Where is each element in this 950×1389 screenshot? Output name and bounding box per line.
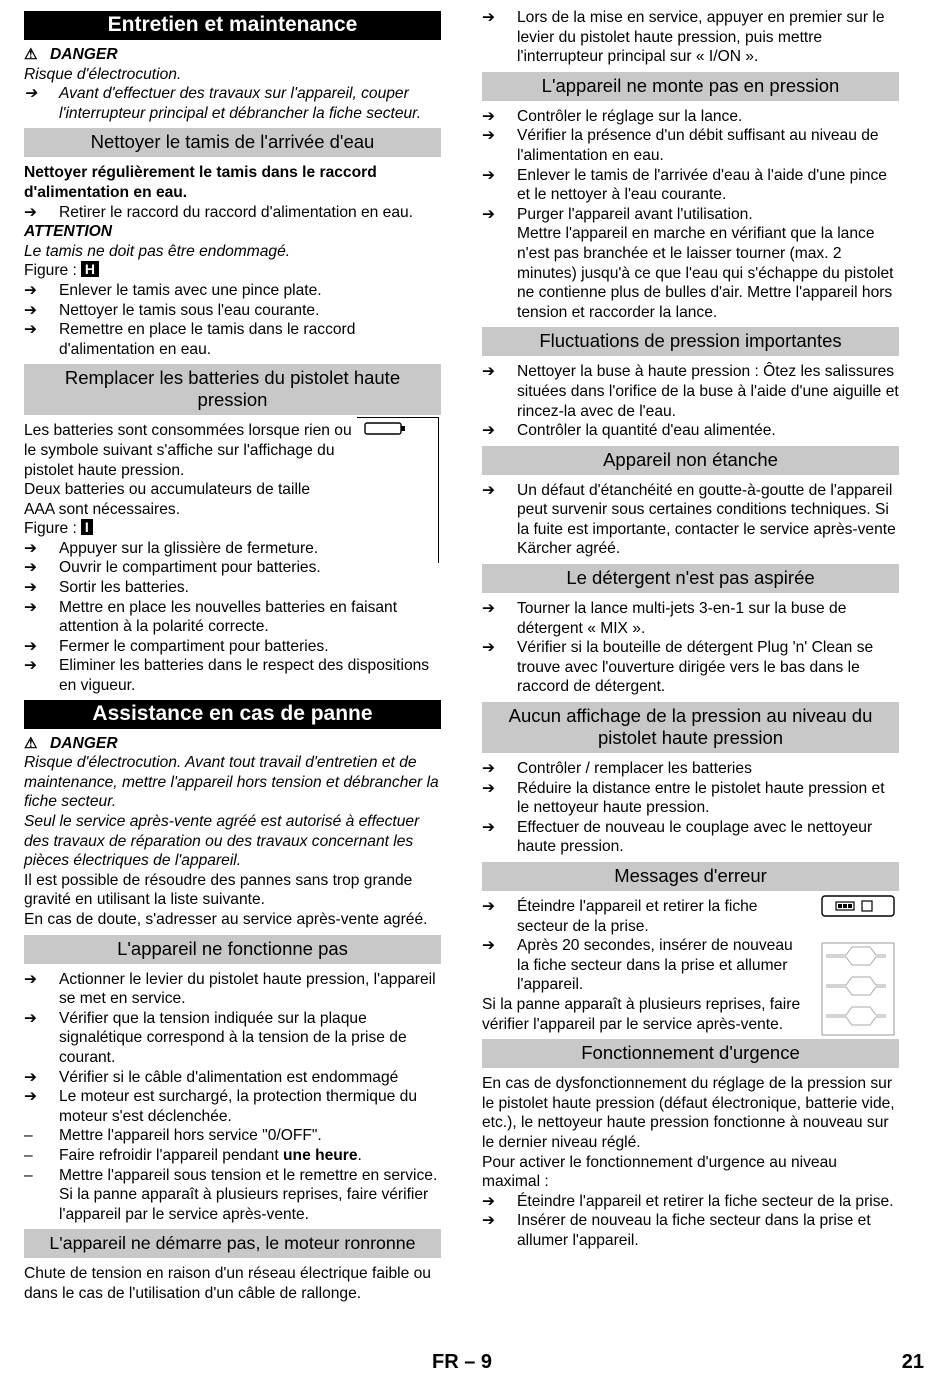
section-footer: FR – 9 bbox=[432, 1351, 493, 1373]
arrow-right-icon: ➔ bbox=[24, 85, 38, 103]
error-section bbox=[482, 897, 899, 1034]
list-item: ➔ Contrôler / remplacer les batteries bbox=[482, 760, 752, 778]
emergency-steps bbox=[482, 1192, 899, 1251]
list-item: ➔ Contrôler le réglage sur la lance. bbox=[482, 107, 743, 125]
danger-text: Risque d'électrocution. Avant tout travail d'entretien et de maintenance, mettre l'appareil hors tension et débrancher la fiche secteur. bbox=[24, 754, 439, 811]
arrow-right-icon: ➔ bbox=[24, 579, 38, 597]
arrow-right-icon: ➔ bbox=[24, 1009, 38, 1027]
battery-heading: Remplacer les batteries du pistolet haute pression bbox=[24, 364, 441, 415]
list-item: ➔ Remettre en place le tamis dans le raccord d'alimentation en eau. bbox=[24, 321, 356, 358]
list-item: ➔ Retirer le raccord du raccord d'alimentation en eau. bbox=[24, 203, 414, 221]
arrow-right-icon: ➔ bbox=[482, 363, 496, 381]
attention-label: ATTENTION bbox=[24, 223, 113, 241]
list-item: ➔ Après 20 secondes, insérer de nouveau la fiche secteur dans la prise et allumer l'appareil. bbox=[482, 937, 793, 994]
arrow-right-icon: ➔ bbox=[482, 898, 496, 915]
error-heading: Messages d'erreur bbox=[482, 862, 899, 891]
danger-label: ⚠ DANGER bbox=[24, 46, 118, 63]
arrow-right-icon: ➔ bbox=[482, 205, 496, 223]
battery-text-2: Deux batteries ou accumulateurs de taille AAA sont nécessaires. bbox=[24, 481, 311, 518]
nodisplay-steps bbox=[482, 759, 899, 857]
arrow-right-icon: ➔ bbox=[482, 937, 496, 955]
figure-reference-i: Figure : I bbox=[24, 519, 441, 539]
list-item: ➔ Éteindre l'appareil et retirer la fiche secteur de la prise. bbox=[482, 1192, 894, 1210]
nopress-note: Mettre l'appareil en marche en vérifiant que la lance n'est pas branchée et le laisser tourner (max. 2 minutes) jusqu'à ce que l'eau qui s'échappe du pistolet ne contienne plus de bulles d'air. Mettre l'appareil hors tension et raccorder la lance. bbox=[517, 225, 894, 321]
list-item: ➔ Vérifier la présence d'un débit suffisant au niveau de l'alimentation en eau. bbox=[482, 127, 879, 164]
nopress-steps bbox=[482, 107, 899, 225]
list-item: ➔ Insérer de nouveau la fiche secteur dans la prise et allumer l'appareil. bbox=[482, 1212, 871, 1249]
arrow-right-icon: ➔ bbox=[24, 1068, 38, 1086]
list-item: ➔ Purger l'appareil avant l'utilisation. bbox=[482, 205, 753, 223]
fluct-heading: Fluctuations de pression importantes bbox=[482, 327, 899, 356]
arrow-right-icon: ➔ bbox=[482, 779, 496, 797]
detergent-steps bbox=[482, 599, 899, 697]
nodisplay-heading: Aucun affichage de la pression au niveau du pistolet haute pression bbox=[482, 702, 899, 753]
arrow-right-icon: ➔ bbox=[482, 481, 496, 499]
arrow-right-icon: ➔ bbox=[482, 127, 496, 145]
list-item: ➔ Un défaut d'étanchéité en goutte-à-goutte de l'appareil peut survenir sous certaines conditions techniques. Si la fuite est importante, contacter le service après-vente Kärcher agréé. bbox=[482, 481, 896, 558]
display-error-codes-icon bbox=[818, 895, 898, 1037]
list-item: ➔ Enlever le tamis avec une pince plate. bbox=[24, 281, 322, 299]
arrow-right-icon: ➔ bbox=[24, 637, 38, 655]
arrow-right-icon: ➔ bbox=[24, 301, 38, 319]
dash-item: – Mettre l'appareil hors service "0/OFF". bbox=[24, 1127, 322, 1145]
page-number: 21 bbox=[901, 1351, 924, 1373]
battery-section bbox=[24, 421, 441, 695]
help-text: En cas de doute, s'adresser au service après-vente agréé. bbox=[24, 910, 428, 928]
list-item: ➔ Tourner la lance multi-jets 3-en-1 sur la buse de détergent « MIX ». bbox=[482, 600, 847, 637]
figure-badge-h: H bbox=[81, 261, 99, 277]
list-item: ➔ Eliminer les batteries dans le respect des dispositions en vigueur. bbox=[24, 657, 430, 695]
attention-text: Le tamis ne doit pas être endommagé. bbox=[24, 242, 291, 260]
list-item: ➔ Avant d'effectuer des travaux sur l'appareil, couper l'interrupteur principal et débrancher la fiche secteur. bbox=[24, 85, 422, 122]
list-item: ➔ Appuyer sur la glissière de fermeture. bbox=[24, 539, 319, 557]
arrow-right-icon: ➔ bbox=[24, 281, 38, 299]
arrow-right-icon: ➔ bbox=[482, 760, 496, 778]
nopress-heading: L'appareil ne monte pas en pression bbox=[482, 72, 899, 101]
list-item: ➔ Effectuer de nouveau le couplage avec le nettoyeur haute pression. bbox=[482, 818, 873, 856]
sieve-steps bbox=[24, 281, 441, 359]
list-item: ➔ Mettre en place les nouvelles batteries en faisant attention à la polarité correcte. bbox=[24, 598, 398, 636]
danger-text: Seul le service après-vente agréé est autorisé à effectuer des travaux de réparation ou des travaux concernant les pièces électriques de l'appareil. bbox=[24, 813, 420, 870]
arrow-right-icon: ➔ bbox=[482, 422, 496, 440]
arrow-right-icon: ➔ bbox=[482, 1192, 496, 1210]
danger-text: Risque d'électrocution. bbox=[24, 65, 182, 83]
list-item: ➔ Nettoyer la buse à haute pression : Ôtez les salissures situées dans l'orifice de la buse à l'aide d'une aiguille et rincez-la avec de l'eau. bbox=[482, 363, 899, 420]
figure-badge-i: I bbox=[81, 519, 93, 535]
right-column bbox=[482, 8, 899, 1251]
list-item: ➔ Actionner le levier du pistolet haute pression, l'appareil se met en service. bbox=[24, 970, 436, 1008]
list-item: ➔ Réduire la distance entre le pistolet haute pression et le nettoyeur haute pression. bbox=[482, 779, 885, 817]
arrow-right-icon: ➔ bbox=[482, 639, 496, 657]
arrow-right-icon: ➔ bbox=[24, 657, 38, 675]
leak-steps bbox=[482, 481, 899, 559]
help-text: Il est possible de résoudre des pannes sans trop grande gravité en utilisant la liste suivante. bbox=[24, 871, 413, 909]
list-item: ➔ Vérifier si la bouteille de détergent Plug 'n' Clean se trouve avec l'ouverture dirigée vers le bas dans le raccord de détergent. bbox=[482, 639, 874, 696]
arrow-right-icon: ➔ bbox=[24, 970, 38, 988]
arrow-right-icon: ➔ bbox=[482, 818, 496, 836]
notwork-heading: L'appareil ne fonctionne pas bbox=[24, 935, 441, 964]
emergency-text: Pour activer le fonctionnement d'urgence au niveau maximal : bbox=[482, 1153, 837, 1191]
hum-heading: L'appareil ne démarre pas, le moteur ronronne bbox=[24, 1229, 441, 1258]
emergency-text: En cas de dysfonctionnement du réglage de la pression sur le pistolet haute pression (défaut électronique, batterie vide, etc.), le nettoyeur haute pression fonctionne à nouveau sur le dernier niveau réglé. bbox=[482, 1075, 895, 1151]
detergent-heading: Le détergent n'est pas aspirée bbox=[482, 564, 899, 593]
list-item: ➔ Enlever le tamis de l'arrivée d'eau à l'aide d'une pince et le nettoyer à l'eau courante. bbox=[482, 166, 887, 204]
list-item: ➔ Vérifier si le câble d'alimentation est endommagé bbox=[24, 1068, 399, 1086]
list-item: ➔ Éteindre l'appareil et retirer la fiche secteur de la prise. bbox=[482, 898, 758, 935]
arrow-right-icon: ➔ bbox=[482, 1212, 496, 1230]
error-steps bbox=[482, 897, 802, 995]
list-item: ➔ Le moteur est surchargé, la protection thermique du moteur s'est déclenchée. bbox=[24, 1088, 417, 1125]
maintenance-heading: Entretien et maintenance bbox=[24, 11, 441, 40]
warning-triangle-icon: ⚠ bbox=[24, 734, 38, 752]
list-item: ➔ Vérifier que la tension indiquée sur la plaque signalétique correspond à la tension de la prise de courant. bbox=[24, 1009, 407, 1066]
list-item: ➔ Contrôler la quantité d'eau alimentée. bbox=[482, 422, 776, 440]
arrow-right-icon: ➔ bbox=[24, 539, 38, 557]
emergency-heading: Fonctionnement d'urgence bbox=[482, 1039, 899, 1068]
arrow-right-icon: ➔ bbox=[24, 598, 38, 616]
fluct-steps bbox=[482, 362, 899, 440]
list-item: ➔ Lors de la mise en service, appuyer en premier sur le levier du pistolet haute pression, puis mettre l'interrupteur principal sur « I/ON ». bbox=[482, 9, 885, 66]
dash-item: – Mettre l'appareil sous tension et le remettre en service. bbox=[24, 1166, 438, 1184]
arrow-right-icon: ➔ bbox=[482, 9, 496, 26]
left-column bbox=[24, 8, 441, 1303]
arrow-right-icon: ➔ bbox=[482, 107, 496, 125]
help-heading: Assistance en cas de panne bbox=[24, 700, 441, 729]
dash-item: – Faire refroidir l'appareil pendant une heure. bbox=[24, 1146, 362, 1164]
battery-figure-frame bbox=[357, 417, 439, 563]
arrow-right-icon: ➔ bbox=[24, 559, 38, 577]
list-item: ➔ Sortir les batteries. bbox=[24, 579, 189, 597]
arrow-right-icon: ➔ bbox=[482, 166, 496, 184]
list-item: ➔ Ouvrir le compartiment pour batteries. bbox=[24, 559, 321, 577]
sieve-heading: Nettoyer le tamis de l'arrivée d'eau bbox=[24, 128, 441, 157]
notwork-steps bbox=[24, 970, 441, 1127]
dash-note: Si la panne apparaît à plusieurs reprises, faire vérifier l'appareil par le service après-vente. bbox=[59, 1186, 429, 1223]
hum-text: Chute de tension en raison d'un réseau électrique faible ou dans le cas de l'utilisation d'un câble de rallonge. bbox=[24, 1265, 431, 1302]
leak-heading: Appareil non étanche bbox=[482, 446, 899, 475]
battery-empty-icon bbox=[357, 418, 439, 438]
error-text: Si la panne apparaît à plusieurs reprises, faire vérifier l'appareil par le service après-vente. bbox=[482, 995, 801, 1033]
battery-text-1: Les batteries sont consommées lorsque rien ou le symbole suivant s'affiche sur l'affichage du pistolet haute pression. bbox=[24, 422, 352, 479]
figure-reference-h: Figure : H bbox=[24, 261, 441, 281]
arrow-right-icon: ➔ bbox=[24, 203, 38, 221]
warning-triangle-icon: ⚠ bbox=[24, 46, 38, 63]
list-item: ➔ Nettoyer le tamis sous l'eau courante. bbox=[24, 301, 320, 319]
arrow-right-icon: ➔ bbox=[24, 1088, 38, 1106]
danger-label: ⚠ DANGER bbox=[24, 734, 118, 752]
list-item: ➔ Fermer le compartiment pour batteries. bbox=[24, 637, 329, 655]
arrow-right-icon: ➔ bbox=[24, 321, 38, 339]
sieve-instruction: Nettoyer régulièrement le tamis dans le raccord d'alimentation en eau. bbox=[24, 164, 377, 201]
arrow-right-icon: ➔ bbox=[482, 600, 496, 618]
